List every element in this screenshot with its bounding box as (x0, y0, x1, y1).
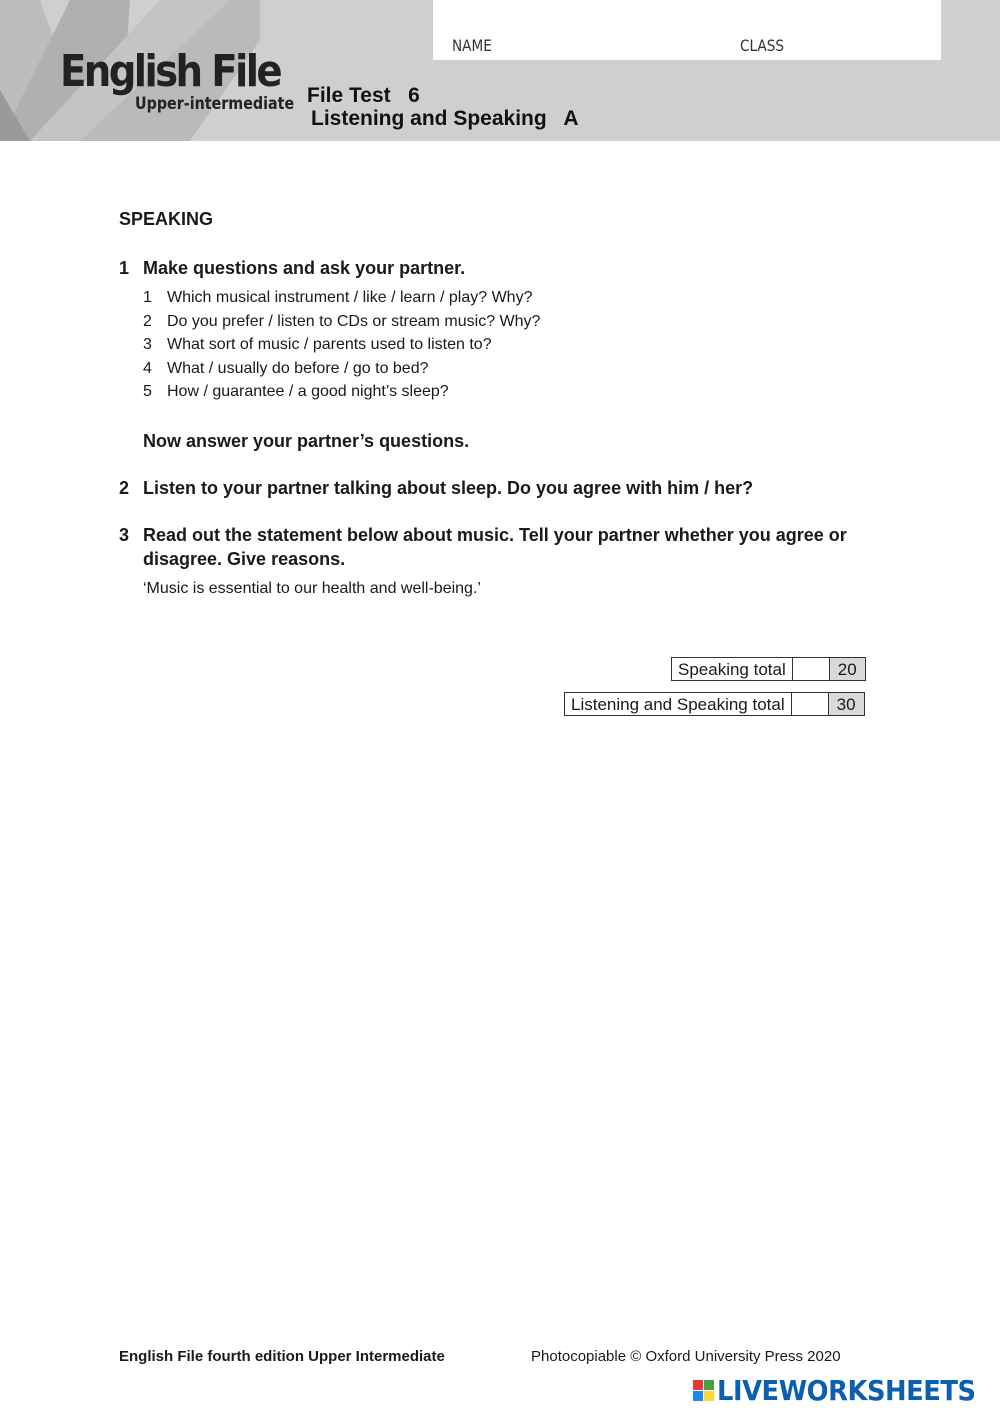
music-statement: ‘Music is essential to our health and well-being.’ (143, 580, 481, 597)
section-heading: SPEAKING (119, 209, 214, 229)
item-text: What / usually do before / go to bed? (167, 359, 429, 377)
liveworksheets-logo-icon (693, 1380, 714, 1401)
item-number: 2 (143, 312, 152, 330)
score-max: 30 (829, 692, 865, 716)
logo-title: English File (60, 46, 280, 97)
item-number: 3 (143, 336, 152, 353)
item-text: Do you prefer / listen to CDs or stream music? Why? (167, 312, 541, 330)
item-number: 5 (143, 383, 152, 400)
item-number: 1 (143, 289, 152, 306)
question-number: 3 (119, 525, 130, 545)
footer-copyright: Photocopiable © Oxford University Press 2020 (531, 1348, 841, 1365)
question-number: 1 (119, 258, 130, 278)
class-label: CLASS (740, 36, 784, 55)
test-title: File Test 6 (307, 84, 420, 107)
speaking-total-box (671, 657, 866, 681)
test-subtitle: Listening and Speaking A (311, 107, 579, 130)
item-number: 4 (143, 359, 152, 377)
score-label: Speaking total (671, 657, 793, 681)
liveworksheets-watermark (693, 1374, 998, 1407)
item-text: How / guarantee / a good night’s sleep? (167, 383, 449, 400)
name-class-box (433, 0, 941, 60)
item-text: What sort of music / parents used to listen to? (167, 336, 492, 353)
score-input-cell[interactable] (793, 657, 830, 681)
item-text: Which musical instrument / like / learn / play? Why? (167, 289, 533, 306)
header-banner (0, 0, 1000, 141)
footer-edition: English File fourth edition Upper Intermediate (119, 1348, 445, 1365)
follow-up-text: Now answer your partner’s questions. (143, 431, 470, 451)
score-label: Listening and Speaking total (564, 692, 792, 716)
name-label: NAME (452, 36, 492, 55)
question-text: Listen to your partner talking about sleep. Do you agree with him / her? (143, 478, 754, 498)
question-number: 2 (119, 478, 130, 498)
score-input-cell[interactable] (792, 692, 829, 716)
question-text: Make questions and ask your partner. (143, 258, 466, 278)
score-max: 20 (830, 657, 866, 681)
question-text: Read out the statement below about music. Tell your partner whether you agree or disagree. Give reasons. (143, 525, 847, 569)
listening-speaking-total-box (564, 692, 865, 716)
logo-subtitle: Upper-intermediate (135, 94, 295, 114)
liveworksheets-text: LIVEWORKSHEETS (717, 1374, 976, 1407)
